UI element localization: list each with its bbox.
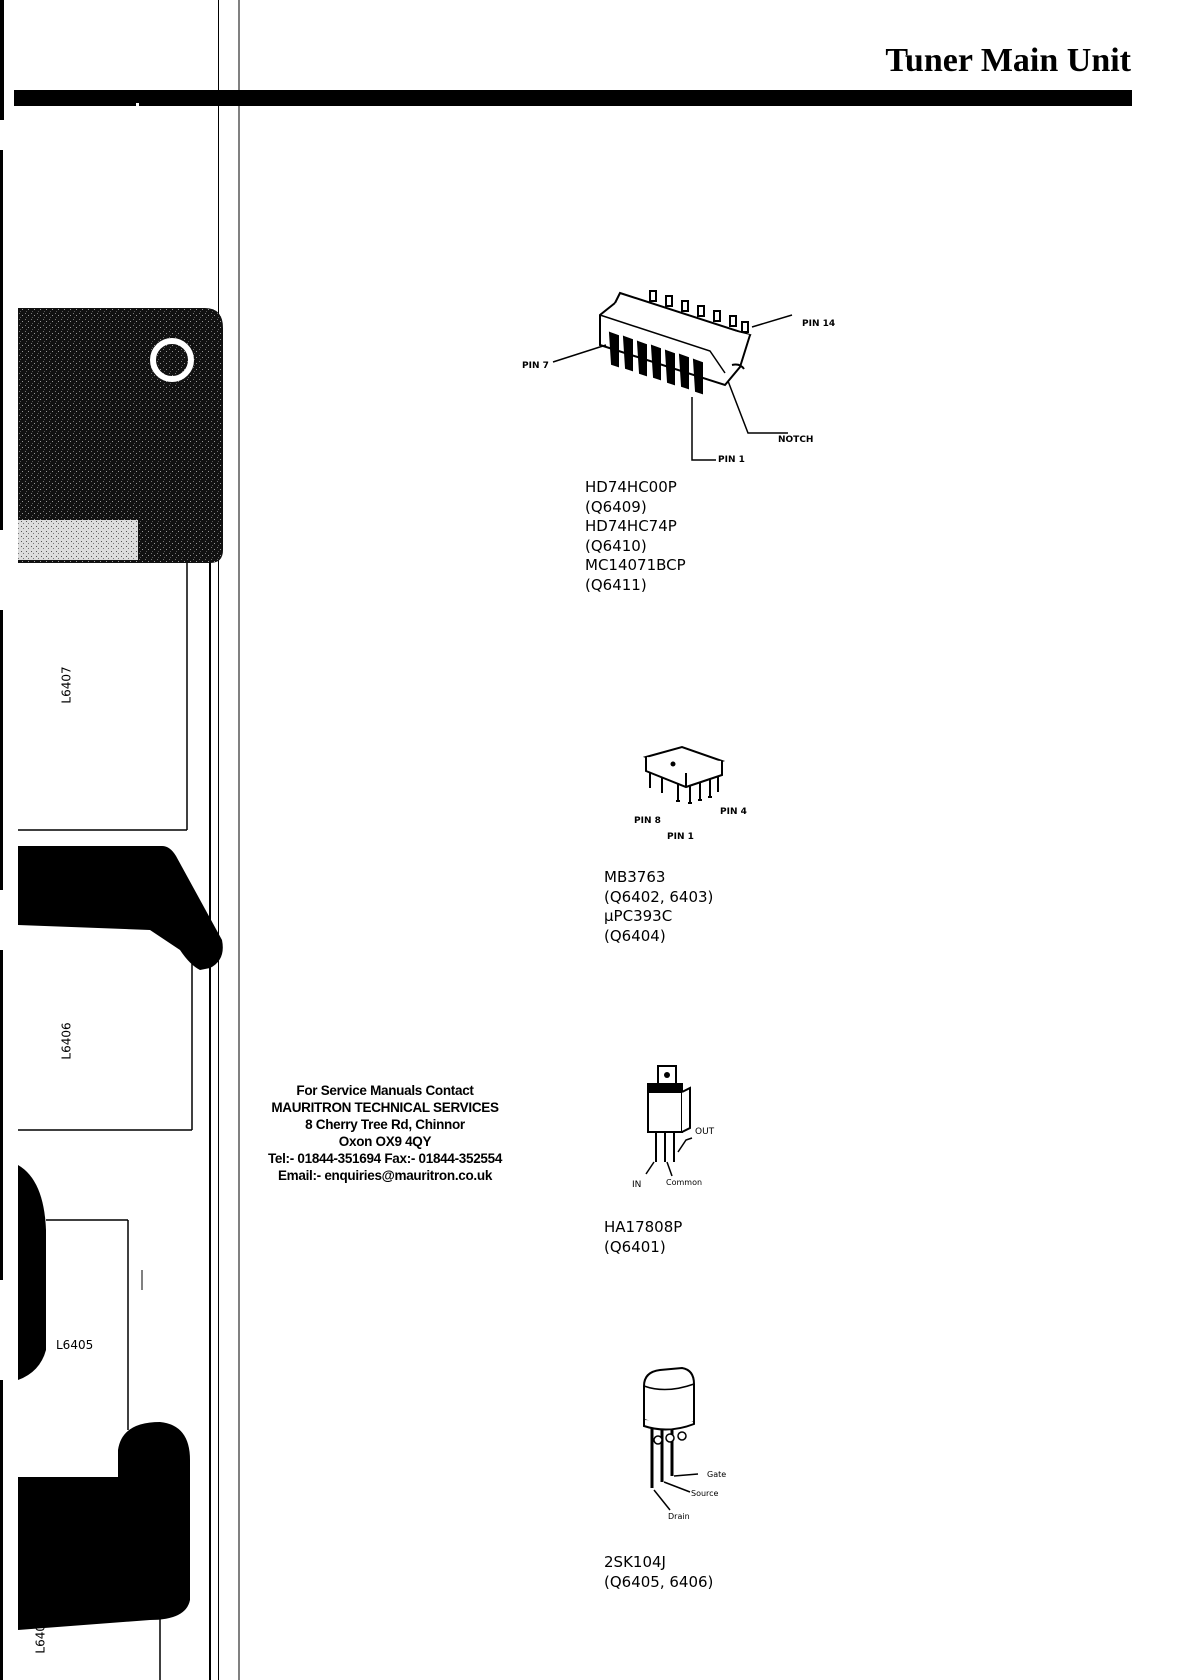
contact-phone-fax: Tel:- 01844-351694 Fax:- 01844-352554 xyxy=(267,1151,503,1166)
dip14-part-list xyxy=(585,478,686,596)
part-ref: (Q6409) xyxy=(585,497,647,516)
dip14-pin14-label: PIN 14 xyxy=(802,319,836,329)
page-title: Tuner Main Unit xyxy=(885,42,1131,79)
part-number: HD74HC74P xyxy=(585,517,677,536)
regulator-common-label: Common xyxy=(666,1178,703,1187)
fet-drain-label: Drain xyxy=(668,1512,690,1521)
part-number: μPC393C xyxy=(604,907,673,926)
part-ref: (Q6401) xyxy=(604,1237,666,1256)
contact-email: Email:- enquiries@mauritron.co.uk xyxy=(277,1168,493,1183)
dip14-pin7-label: PIN 7 xyxy=(522,361,549,371)
part-ref: (Q6405, 6406) xyxy=(604,1572,714,1591)
service-contact-block xyxy=(230,1082,540,1184)
coil-label-l6406: L6406 xyxy=(59,1022,74,1060)
part-number: MC14071BCP xyxy=(585,556,686,575)
part-number: MB3763 xyxy=(604,868,666,886)
dip8-pin1-label: PIN 1 xyxy=(667,832,694,842)
part-number: 2SK104J xyxy=(604,1553,666,1571)
regulator-in-label: IN xyxy=(632,1180,642,1190)
dip8-pin4-label: PIN 4 xyxy=(720,807,747,817)
part-ref: (Q6404) xyxy=(604,926,666,945)
part-ref: (Q6411) xyxy=(585,575,647,594)
part-ref: (Q6402, 6403) xyxy=(604,887,714,906)
dip14-pin1-label: PIN 1 xyxy=(718,455,745,465)
contact-company: MAURITRON TECHNICAL SERVICES xyxy=(271,1100,499,1115)
dip8-pin8-label: PIN 8 xyxy=(634,816,661,826)
pcb-layout-strip xyxy=(0,0,240,1680)
to92-fet-icon xyxy=(630,1362,750,1532)
dip8-part-list xyxy=(604,868,713,946)
fet-gate-label: Gate xyxy=(707,1470,727,1479)
contact-heading: For Service Manuals Contact xyxy=(296,1083,474,1098)
coil-label-l6404: L6404 xyxy=(33,1616,48,1654)
dip14-notch-label: NOTCH xyxy=(778,435,814,445)
part-ref: (Q6410) xyxy=(585,536,647,555)
fet-source-label: Source xyxy=(691,1489,719,1498)
regulator-out-label: OUT xyxy=(695,1127,715,1137)
part-number: HD74HC00P xyxy=(585,478,677,496)
contact-address-line1: 8 Cherry Tree Rd, Chinnor xyxy=(305,1117,465,1132)
coil-label-l6407: L6407 xyxy=(59,666,74,704)
part-number: HA17808P xyxy=(604,1218,683,1236)
coil-label-l6405: L6405 xyxy=(56,1338,94,1352)
fet-part-list xyxy=(604,1553,713,1592)
contact-address-line2: Oxon OX9 4QY xyxy=(338,1134,432,1149)
regulator-part-list xyxy=(604,1218,682,1257)
